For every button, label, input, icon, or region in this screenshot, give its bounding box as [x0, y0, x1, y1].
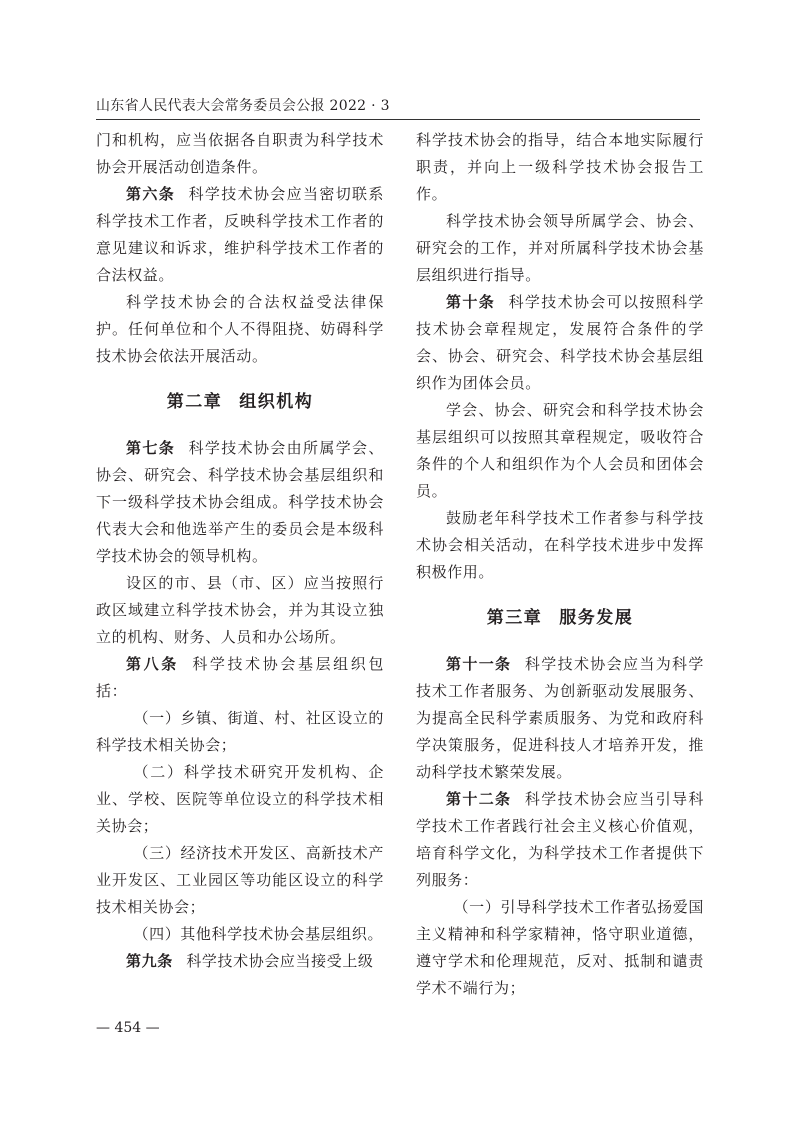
article-label: 第九条	[126, 952, 173, 970]
article-label: 第七条	[126, 439, 176, 457]
article-12	[416, 786, 704, 894]
paragraph: 鼓励老年科学技术工作者参与科学技术协会相关活动，在科学技术进步中发挥积极作用。	[416, 509, 704, 581]
running-header	[96, 93, 700, 120]
page-number: — 454 —	[96, 1020, 160, 1036]
article-text: 科学技术协会应当接受上级	[186, 952, 374, 970]
paragraph: 科学技术协会的指导，结合本地实际履行职责，并向上一级科学技术协会报告工作。	[416, 131, 704, 203]
list-item: （二）科学技术研究开发机构、企业、学校、医院等单位设立的科学技术相关协会；	[96, 763, 384, 835]
chapter-heading	[416, 605, 704, 632]
right-column	[416, 127, 704, 1002]
chapter-title: 服务发展	[559, 608, 634, 628]
article-11	[416, 651, 704, 786]
list-item: （三）经济技术开发区、高新技术产业开发区、工业园区等功能区设立的科学技术相关协会；	[96, 844, 384, 916]
article-text: 科学技术协会应当密切联系科学技术工作者，反映科学技术工作者的意见建议和诉求，维护科学技术工作者的合法权益。	[96, 185, 385, 284]
article-label: 第六条	[126, 185, 176, 203]
chapter-number: 第三章	[486, 608, 543, 628]
article-8	[96, 651, 384, 705]
article-text: 科学技术协会可以按照科学技术协会章程规定，发展符合条件的学会、协会、研究会、科学技术协会基层组织作为团体会员。	[416, 293, 705, 392]
list-item: （一）引导科学技术工作者弘扬爱国主义精神和科学家精神，恪守职业道德，遵守学术和伦理规范，反对、抵制和谴责学术不端行为；	[416, 898, 704, 997]
chapter-heading	[96, 389, 384, 416]
article-text: 科学技术协会应当为科学技术工作者服务、为创新驱动发展服务、为提高全民科学素质服务、为党和政府科学决策服务，促进科技人才培养开发，推动科学技术繁荣发展。	[416, 655, 704, 781]
paragraph: 设区的市、县（市、区）应当按照行政区域建立科学技术协会，并为其设立独立的机构、财务、人员和办公场所。	[96, 574, 384, 646]
paragraph: 科学技术协会领导所属学会、协会、研究会的工作，并对所属科学技术协会基层组织进行指导。	[416, 212, 704, 284]
list-item: （一）乡镇、街道、村、社区设立的科学技术相关协会；	[96, 709, 384, 754]
list-item: （四）其他科学技术协会基层组织。	[133, 925, 384, 943]
article-text: 科学技术协会由所属学会、协会、研究会、科学技术协会基层组织和下一级科学技术协会组成。科学技术协会代表大会和他选举产生的委员会是本级科学技术协会的领导机构。	[96, 439, 385, 565]
paragraph: 科学技术协会的合法权益受法律保护。任何单位和个人不得阻挠、妨碍科学技术协会依法开展活动。	[96, 293, 384, 365]
article-9	[96, 948, 384, 975]
article-label: 第十条	[446, 293, 496, 311]
article-text: 科学技术协会应当引导科学技术工作者践行社会主义核心价值观，培育科学文化，为科学技术工作者提供下列服务：	[416, 790, 704, 889]
article-10	[416, 289, 704, 397]
article-text: 科学技术协会基层组织包括：	[96, 655, 384, 700]
paragraph: 学会、协会、研究会和科学技术协会基层组织可以按照其章程规定，吸收符合条件的个人和组织作为个人会员和团体会员。	[416, 401, 704, 500]
article-label: 第八条	[126, 655, 179, 673]
chapter-number: 第二章	[166, 392, 223, 412]
header-title: 山东省人民代表大会常务委员会公报 2022 · 3	[96, 98, 390, 114]
article-label: 第十一条	[446, 655, 512, 673]
paragraph: 门和机构，应当依据各自职责为科学技术协会开展活动创造条件。	[96, 131, 384, 176]
chapter-title: 组织机构	[239, 392, 314, 412]
article-label: 第十二条	[446, 790, 512, 808]
left-column	[96, 127, 384, 975]
article-7	[96, 435, 384, 570]
article-6	[96, 181, 384, 289]
